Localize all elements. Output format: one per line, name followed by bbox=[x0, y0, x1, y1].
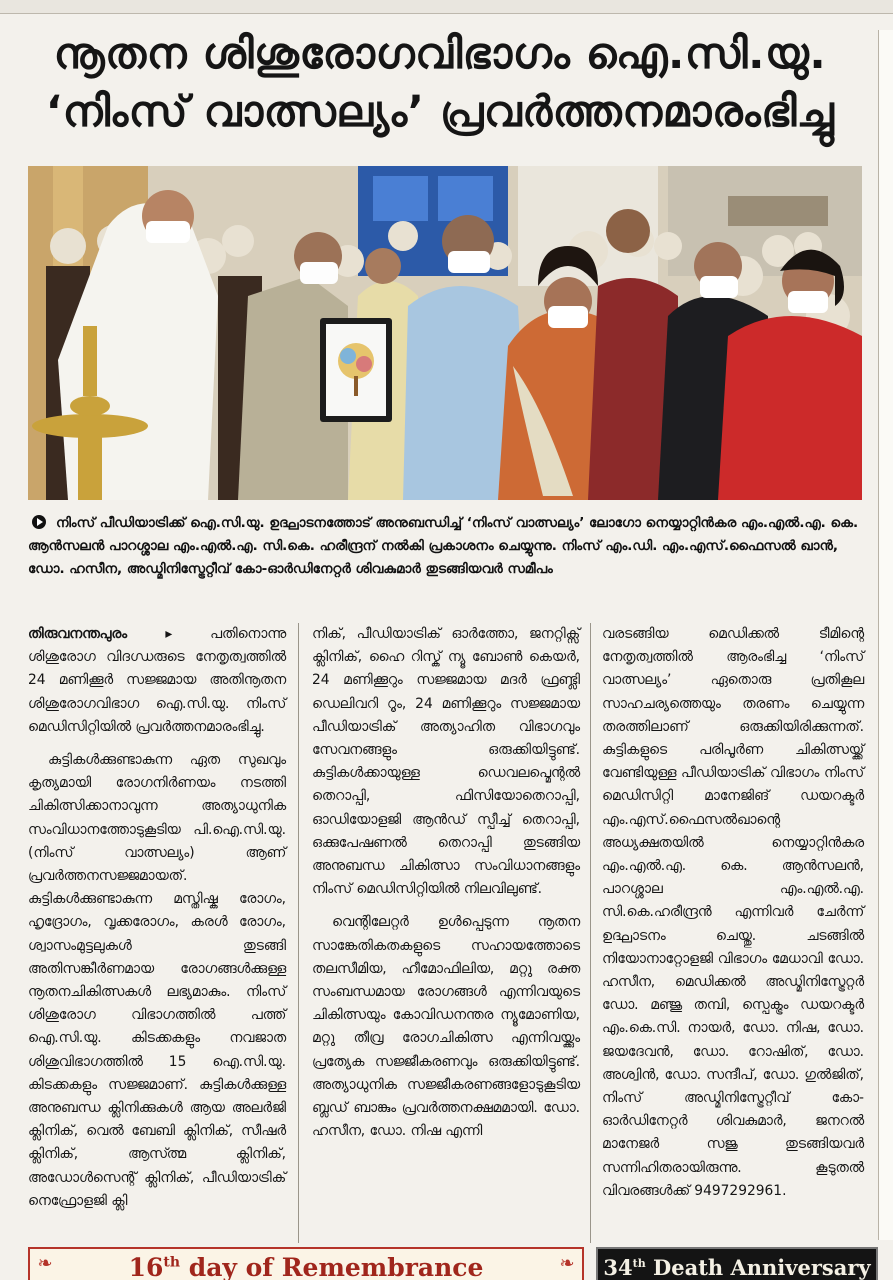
dateline: തിരുവനന്തപുരം ▸ bbox=[28, 626, 173, 642]
article-column-3 bbox=[602, 623, 864, 1203]
ornament-icon: ❧ bbox=[37, 1253, 53, 1274]
ad-text: Death Anniversary bbox=[645, 1255, 871, 1280]
column-divider bbox=[298, 623, 299, 1243]
ad-ordinal: th bbox=[632, 1257, 646, 1270]
article-paragraph bbox=[28, 623, 286, 739]
caption-text: നിംസ് പീഡിയാട്രിക്ക് ഐ.സി.യു. ഉദ്ഘാടനത്തോട് അനുബന്ധിച്ച് ‘നിംസ് വാത്സല്യം’ ലോഗോ നെയ്യാറ്റിൻകര എം.എൽ.എ. കെ. ആൻസലൻ പാറശ്ശാല എം.എൽ.എ. സി.കെ. ഹരീന്ദ്രന് നൽകി പ്രകാശനം ചെയ്യുന്നു. നിംസ് എം.ഡി. എം.എസ്.ഫൈസൽ ഖാൻ, ഡോ. ഹസീന, അഡ്മിനിസ്ട്രേറ്റീവ് കോ-ഓർഡിനേറ്റർ ശിവകുമാർ തുടങ്ങിയവർ സമീപം bbox=[28, 515, 859, 577]
photo-caption bbox=[28, 512, 862, 581]
article-column-2 bbox=[312, 623, 580, 1143]
page-header-strip bbox=[0, 0, 893, 14]
headline bbox=[10, 28, 870, 138]
ad-number: 16 bbox=[128, 1253, 164, 1280]
article-paragraph: വരടങ്ങിയ മെഡിക്കൽ ടീമിന്റെ നേതൃത്വത്തിൽ ആരംഭിച്ച ‘നിംസ് വാത്സല്യം’ ഏതൊരു പ്രതികൂല സാഹചര്യത്തെയും തരണം ചെയ്യുന്ന തരത്തിലാണ് ഒരുക്കിയിരിക്കുന്നത്. കുട്ടികളുടെ പരിപൂർണ ചികിത്സയ്ക്ക് വേണ്ടിയുള്ള പീഡിയാട്രിക് വിഭാഗം നിംസ് മെഡിസിറ്റി മാനേജിങ് ഡയറക്ടർ എം.എസ്.ഫൈസൽഖാന്റെ അധ്യക്ഷതയിൽ നെയ്യാറ്റിൻകര എം.എൽ.എ. കെ. ആൻസലൻ, പാറശ്ശാല എം.എൽ.എ. സി.കെ.ഹരീന്ദ്രൻ എന്നിവർ ചേർന്ന് ഉദ്ഘാടനം ചെയ്തു. ചടങ്ങിൽ നിയോനാറ്റോളജി വിഭാഗം മേധാവി ഡോ. ഹസീന, മെഡിക്കൽ അഡ്മിനിസ്ട്രേറ്റർ ഡോ. മഞ്ജു തമ്പി, സ്പെക്ട്രം ഡയറക്ടർ എം.കെ.സി. നായർ, ഡോ. നിഷ, ഡോ. ജയദേവൻ, ഡോ. റോഷിത്, ഡോ. അശ്വിൻ, ഡോ. സന്ദീപ്, ഡോ. ഗുൽജിത്, നിംസ് അഡ്മിനിസ്ട്രേറ്റീവ് കോ-ഓർഡിനേറ്റർ ശിവകുമാർ, ജനറൽ മാനേജർ സജു തുടങ്ങിയവർ സന്നിഹിതരായിരുന്നു. കൂടുതൽ വിവരങ്ങൾക്ക് 9497292961. bbox=[602, 626, 864, 1199]
headline-line-1: നൂതന ശിശുരോഗവിഭാഗം ഐ.സി.യു. bbox=[53, 29, 827, 79]
play-bullet-icon bbox=[32, 515, 46, 529]
article-paragraph: വെന്റിലേറ്റർ ഉൾപ്പെടുന്ന നൂതന സാങ്കേതികതകളുടെ സഹായത്തോടെ തലസീമിയ, ഹീമോഫിലിയ, മറ്റു രക്ത സംബന്ധമായ രോഗങ്ങൾ എന്നിവയുടെ ചികിത്സയും കോവിഡനന്തര ന്യൂമോണിയ, മറ്റു തീവ്ര രോഗചികിത്സ എന്നിവയ്ക്കും പ്രത്യേക സജ്ജീകരണവും ഒരുക്കിയിട്ടുണ്ട്. അത്യാധുനിക സജ്ജീകരണങ്ങളോടുകൂടിയ ബ്ലഡ് ബാങ്കും പ്രവർത്തനക്ഷമമായി. ഡോ. ഹസീന, ഡോ. നിഷ എന്നി bbox=[312, 914, 580, 1140]
article-paragraph: നിക്, പീഡിയാട്രിക് ഓർത്തോ, ജനറ്റിക്സ് ക്ലിനിക്, ഹൈ റിസ്ക് ന്യൂ ബോൺ കെയർ, 24 മണിക്കൂറും സജ്ജമായ മദർ ഫ്രണ്ട്ലി ഡെലിവറി റൂം, 24 മണിക്കൂറും സജ്ജമായ പീഡിയാട്രിക് അത്യാഹിത വിഭാഗവും സേവനങ്ങളും ഒരുക്കിയിട്ടുണ്ട്. കുട്ടികൾക്കായുള്ള ഡെവലപ്മെന്റൽ തെറാപ്പി, ഫിസിയോതെറാപ്പി, ഓഡിയോളജി ആൻഡ് സ്പീച്ച് തെറാപ്പി, ഒക്കുപേഷണൽ തെറാപ്പി തുടങ്ങിയ അനുബന്ധ ചികിത്സാ സംവിധാനങ്ങളും നിംസ് മെഡിസിറ്റിയിൽ നിലവിലുണ്ട്. bbox=[312, 626, 580, 898]
adjacent-article-edge bbox=[878, 30, 893, 1240]
paragraph-text: പതിനൊന്നു ശിശുരോഗ വിദഗ്ധരുടെ നേതൃത്വത്തിൽ 24 മണിക്കൂർ സജ്ജമായ അതിനൂതന ശിശുരോഗവിഭാഗ ഐ.സി.യു. നിംസ് മെഡിസിറ്റിയിൽ പ്രവർത്തനമാരംഭിച്ചു. bbox=[28, 626, 286, 735]
ornament-icon: ❧ bbox=[559, 1253, 575, 1274]
article-paragraph: കുട്ടികൾക്കുണ്ടാകുന്ന ഏത സുഖവും കൃത്യമായി രോഗനിർണയം നടത്തി ചികിത്സിക്കാനാവുന്ന അത്യാധുനിക സംവിധാനത്തോടുകൂടിയ പി.ഐ.സി.യു. (നിംസ് വാത്സല്യം) ആണ് പ്രവർത്തനസജ്ജമായത്. കുട്ടികൾക്കുണ്ടാകുന്ന മസ്തിഷ്ക രോഗം, ഹൃദ്രോഗം, വൃക്കരോഗം, കരൾ രോഗം, ശ്വാസംമുട്ടലുകൾ തുടങ്ങി അതിസങ്കീർണമായ രോഗങ്ങൾക്കുള്ള നൂതനചികിത്സകൾ ലഭ്യമാകും. നിംസ് ശിശുരോഗ വിഭാഗത്തിൽ പത്ത് ഐ.സി.യു. കിടക്കകളും നവജാത ശിശുവിഭാഗത്തിൽ 15 ഐ.സി.യു. കിടക്കകളും സജ്ജമാണ്. കുട്ടികൾക്കുള്ള അനുബന്ധ ക്ലിനിക്കുകൾ ആയ അലർജി ക്ലിനിക്, വെൽ ബേബി ക്ലിനിക്, സീഷർ ക്ലിനിക്, ആസ്ത്മ ക്ലിനിക്, അഡോൾസെന്റ് ക്ലിനിക്, പീഡിയാട്രിക് നെഫ്രോളജി ക്ലി bbox=[28, 752, 286, 1209]
death-anniversary-ad bbox=[596, 1247, 878, 1280]
ad-text: day of Remembrance bbox=[180, 1253, 484, 1280]
death-anniversary-ad-title bbox=[598, 1255, 876, 1280]
ad-number: 34 bbox=[603, 1255, 633, 1280]
event-photo-illustration bbox=[28, 166, 862, 500]
remembrance-ad-title bbox=[30, 1253, 582, 1280]
ad-ordinal: th bbox=[163, 1254, 181, 1271]
news-photo bbox=[28, 166, 862, 500]
article-column-1 bbox=[28, 623, 286, 1213]
headline-line-2: ‘നിംസ് വാത്സല്യം’ പ്രവർത്തനമാരംഭിച്ചു bbox=[45, 87, 835, 137]
remembrance-ad bbox=[28, 1247, 584, 1280]
column-divider bbox=[590, 623, 591, 1243]
